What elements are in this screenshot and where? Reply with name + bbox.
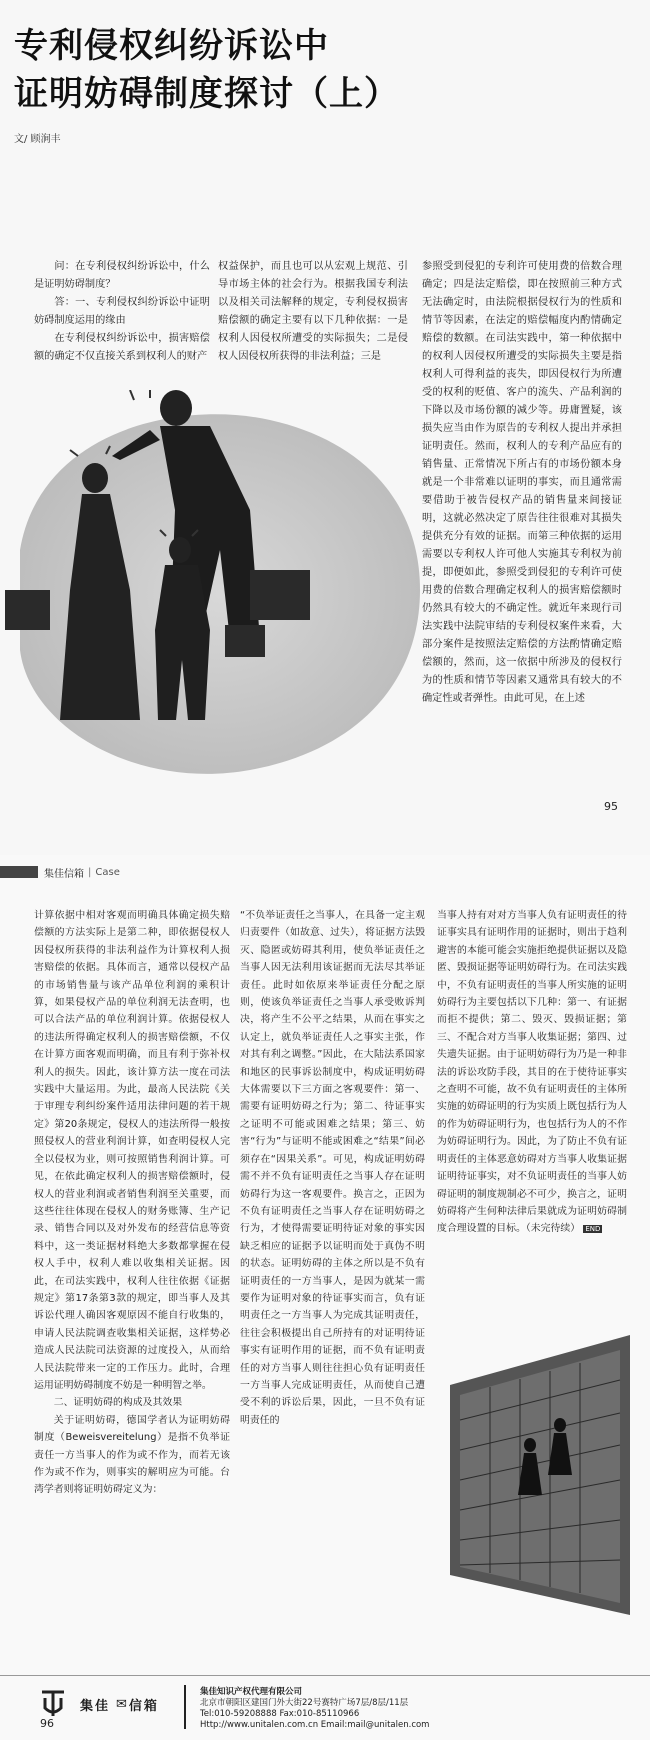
company-web: Http://www.unitalen.com.cn Email:mail@unitalen.com (200, 1720, 430, 1730)
page-number: 95 (604, 800, 618, 813)
paragraph: 答：一、专利侵权纠纷诉讼中证明妨碍制度运用的缘由 (34, 297, 210, 326)
footer-rule (0, 1675, 650, 1676)
p1-column-2 (218, 258, 408, 366)
grid-climb-illustration (430, 1325, 640, 1625)
p1-column-3 (422, 258, 622, 708)
page-96 (0, 855, 650, 1740)
title-line-2: 证明妨碍制度探讨（上） (14, 74, 399, 114)
p2-column-2 (240, 907, 425, 1429)
title-line-1: 专利侵权纠纷诉讼中 (14, 26, 329, 66)
section-separator: | (88, 866, 92, 878)
business-people-illustration (0, 390, 432, 790)
brand-name: 集佳 (80, 1698, 111, 1714)
paragraph: 计算依据中相对客观而明确具体确定损失赔偿额的方法实际上是第二种，即依据侵权人因侵权所获得的非法利益作为计算权利人损害赔偿的依据。具体而言，通常以侵权产品的市场销售量与该产品单位利润的乘积计算，如果侵权产品的单位利润无法查明，也可以合法产品的单位利润计算。依据侵权人的违法所得确定权利人的损害赔偿额，不仅在计算方面客观而明确，而且有利于弥补权利人的损失。因此，该计算方法一度在司法实践中大量运用。为此，最高人民法院《关于审理专利纠纷案件适用法律问题的若干规定》第20条规定，侵权人的违法所得一般按照侵权人的营业利润计算，如查明侵权人完全以侵权为业，则可按照销售利润计算。可见，在依此确定权利人的损害赔偿额时，侵权人的营业利润或者销售利润至关重要，而这些往往体现在侵权人的财务账簿、生产记录、销售合同以及对外发布的经营信息等资料中，这一类证据材料绝大多数都掌握在侵权人手中，权利人难以收集相关证据。因此，在司法实践中，权利人往往依据《证据规定》第17条第3款的规定，即当事人及其诉讼代理人确因客观原因不能自行收集的，申请人民法院调查收集相关证据，这样势必造成人民法院司法资源的过度投入，从而给人民法院带来一定的工作压力。此时，合理运用证明妨碍制度不妨是一种明智之举。 (34, 910, 230, 1391)
p2-column-3 (437, 907, 627, 1239)
section-heading: 二、证明妨碍的构成及其效果 (53, 1397, 183, 1409)
company-address: 北京市朝阳区建国门外大街22号赛特广场7层/8层/11层 (200, 1698, 409, 1708)
company-info (200, 1687, 429, 1731)
section-english: Case (95, 866, 120, 878)
company-phone: Tel:010-59208888 Fax:010-85110966 (200, 1709, 360, 1719)
mail-icon: ✉ (116, 1696, 127, 1712)
paragraph: 在专利侵权纠纷诉讼中，损害赔偿额的确定不仅直接关系到权利人的财产 (34, 333, 210, 362)
page-number: 96 (40, 1717, 54, 1730)
paragraph (437, 907, 627, 1239)
paragraph: 问：在专利侵权纠纷诉讼中，什么是证明妨碍制度？ (34, 261, 210, 290)
brand-mailbox: 信箱 (128, 1698, 159, 1714)
company-name: 集佳知识产权代理有限公司 (200, 1687, 303, 1697)
paragraph: 关于证明妨碍，德国学者认为证明妨碍制度（Beweisvereitelung）是指不负举证责任一方当事人的作为或不作为，而若无该作为或不作为，则事实的解明应为可能。台湾学者则将证明妨碍定义为： (34, 1414, 230, 1496)
p1-column-1 (34, 258, 210, 366)
article-title (14, 22, 399, 118)
page-95 (0, 0, 650, 855)
paragraph: “不负举证责任之当事人，在具备一定主观归责要件（如故意、过失），将证据方法毁灭、隐匿或妨碍其利用，使负举证责任之当事人因无法利用该证据而无法尽其举证责任。此时如依原来举证责任分配之原则，使该负举证责任之当事人承受败诉判决，将产生不公平之结果，从而在事实之认定上，就负举证责任人之事实主张，作对其有利之调整。”因此，在大陆法系国家和地区的民事诉讼制度中，构成证明妨碍大体需要以下三方面之客观要件：第一、需要有证明妨碍之行为；第二、待证事实之证明不可能或困难之结果；第三、妨害“行为”与证明不能或困难之“结果”间必须存在“因果关系”。可见，构成证明妨碍需不并不负有证明责任之当事人存在证明妨碍行为这一客观要件。换言之，正因为不负有证明责任之当事人存在证明妨碍之行为，才使得需要证明待证对象的事实因缺乏相应的证据予以证明而处于真伪不明的状态。证明妨碍的主体之所以是不负有证明责任的一方当事人，是因为就某一需要作为证明对象的待证事实而言，负有证明责任之一方当事人为完成其证明责任，往往会积极提出自己所持有的对证明待证事实有证明作用的证据，而不负有证明责任的对方当事人则往往担心负有证明责任一方当事人完成证明责任，从而使自己遭受不利的诉讼后果，因此，一旦不负有证明责任的 (240, 910, 425, 1426)
footer-divider (184, 1685, 186, 1729)
paragraph: 权益保护，而且也可以从宏观上规范、引导市场主体的社会行为。根据我国专利法以及相关司法解释的规定，专利侵权损害赔偿额的确定主要有以下几种依据：一是权利人因侵权所遭受的实际损失；二是侵权人因侵权所获得的非法利益；三是 (218, 261, 408, 362)
section-header (0, 863, 130, 881)
paragraph-text: 当事人持有对对方当事人负有证明责任的待证事实具有证明作用的证据时，则出于趋利避害的本能可能会实施拒绝提供证据以及隐匿、毁损证据等证明妨碍行为。在司法实践中，不负有证明责任的当事人所实施的证明妨碍行为主要包括以下几种：第一、有证据而拒不提供；第二、毁灭、毁损证据；第三、不配合对方当事人收集证据；第四、过失遗失证据。由于证明妨碍行为乃是一种非法的诉讼攻防手段，其目的在于使待证事实之查明不可能，故不负有证明责任的主体所实施的妨碍证明的行为实质上既包括行为人的作为妨碍证明行为，也包括行为人的不作为妨碍证明行为。因此，为了防止不负有证明责任的主体恶意妨碍对方当事人收集证据证明待证事实，对不负证明责任的当事人妨碍证明的制度规制必不可少，换言之，证明妨碍将产生何种法律后果就成为证明妨碍制度合理设置的目标。（未完待续） (437, 910, 627, 1235)
author-line: 文/ 顾涧丰 (14, 134, 61, 145)
paragraph: 参照受到侵犯的专利许可使用费的倍数合理确定；四是法定赔偿，即在按照前三种方式无法确定时，由法院根据侵权行为的性质和情节等因素，在法定的赔偿幅度内酌情确定赔偿的数额。在司法实践中，第一种依据中的权利人因侵权所遭受的实际损失主要是指权利人可得利益的丧失，即因侵权行为所遭受的权利的贬值、客户的流失、产品利润的下降以及市场份额的减少等。毋庸置疑，该损失应当由作为原告的专利权人提出并承担证明责任。然而，权利人的专利产品应有的销售量、正常情况下所占有的市场份额本身就是一个非常难以证明的事实，而且通常需要借助于被告侵权产品的销售量来间接证明，这就必然决定了原告往往很难对其损失提供充分有效的证据。而第三种依据的运用需要以专利权人许可他人实施其专利权为前提，即便如此，参照受到侵犯的专利许可使用费的倍数合理确定权利人的损害赔偿额时仍然具有较大的不确定性。就近年来现行司法实践中法院审结的专利侵权案件来看，大部分案件是按照法定赔偿的方法酌情确定赔偿额的，然而，这一依据中所涉及的侵权行为的性质和情节等因素又通常具有较大的不确定性或者弹性。由此可见，在上述 (422, 261, 622, 704)
p2-column-1 (34, 907, 230, 1499)
unitalen-logo-icon (40, 1690, 66, 1718)
brand-logo (40, 1690, 159, 1718)
section-label: 集佳信箱 (44, 868, 84, 880)
section-bar (0, 866, 38, 878)
end-mark: END (585, 1225, 601, 1234)
